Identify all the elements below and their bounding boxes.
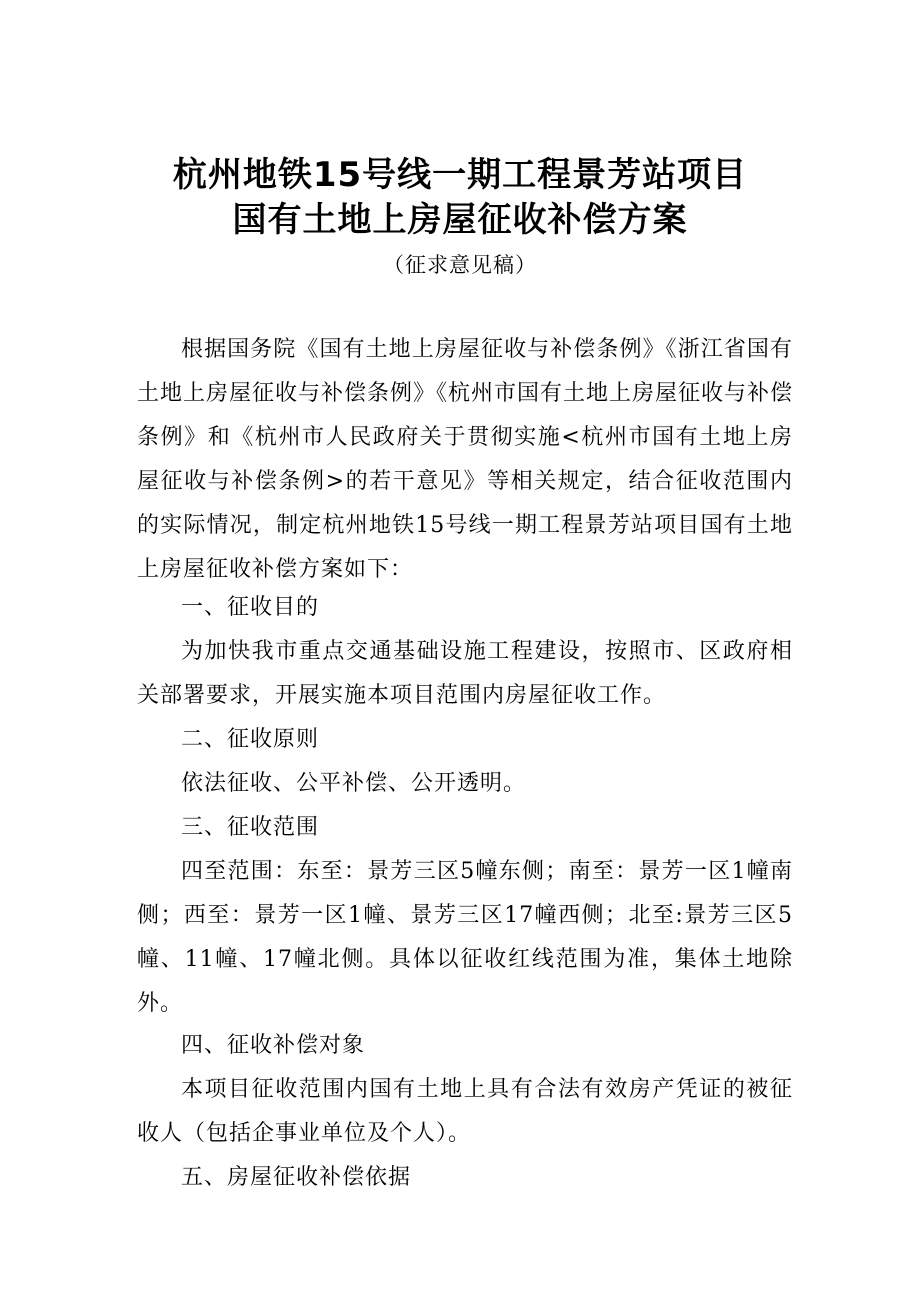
section-body-principle: 依法征收、公平补偿、公开透明。: [181, 771, 527, 796]
section-heading-principle: 二、征收原则: [181, 727, 320, 752]
section-body-scope: 四至范围：东至：景芳三区5幢东侧；南至：景芳一区1幢南侧；西至：景芳一区1幢、景芳三区17幢西侧；北至:景芳三区5幢、11幢、17幢北侧。具体以征收红线范围为准，集体土地除外。: [137, 859, 793, 1016]
section-heading-purpose: 一、征收目的: [181, 595, 320, 620]
document-title-line-1: 杭州地铁15号线一期工程景芳站项目: [172, 155, 748, 195]
section-heading-basis: 五、房屋征收补偿依据: [181, 1165, 412, 1190]
document-title-line-2: 国有土地上房屋征收补偿方案: [232, 200, 688, 240]
document-subtitle: （征求意见稿）: [383, 253, 537, 277]
section-body-target: 本项目征收范围内国有土地上具有合法有效房产凭证的被征收人（包括企事业单位及个人）。: [137, 1077, 793, 1146]
section-heading-target: 四、征收补偿对象: [181, 1033, 366, 1058]
section-body-purpose: 为加快我市重点交通基础设施工程建设，按照市、区政府相关部署要求，开展实施本项目范围内房屋征收工作。: [137, 639, 793, 708]
intro-paragraph: 根据国务院《国有土地上房屋征收与补偿条例》《浙江省国有土地上房屋征收与补偿条例》《杭州市国有土地上房屋征收与补偿条例》和《杭州市人民政府关于贯彻实施<杭州市国有土地上房屋征收与补偿条例>的若干意见》等相关规定，结合征收范围内的实际情况，制定杭州地铁15号线一期工程景芳站项目国有土地上房屋征收补偿方案如下：: [137, 337, 794, 582]
section-heading-scope: 三、征收范围: [181, 815, 320, 840]
